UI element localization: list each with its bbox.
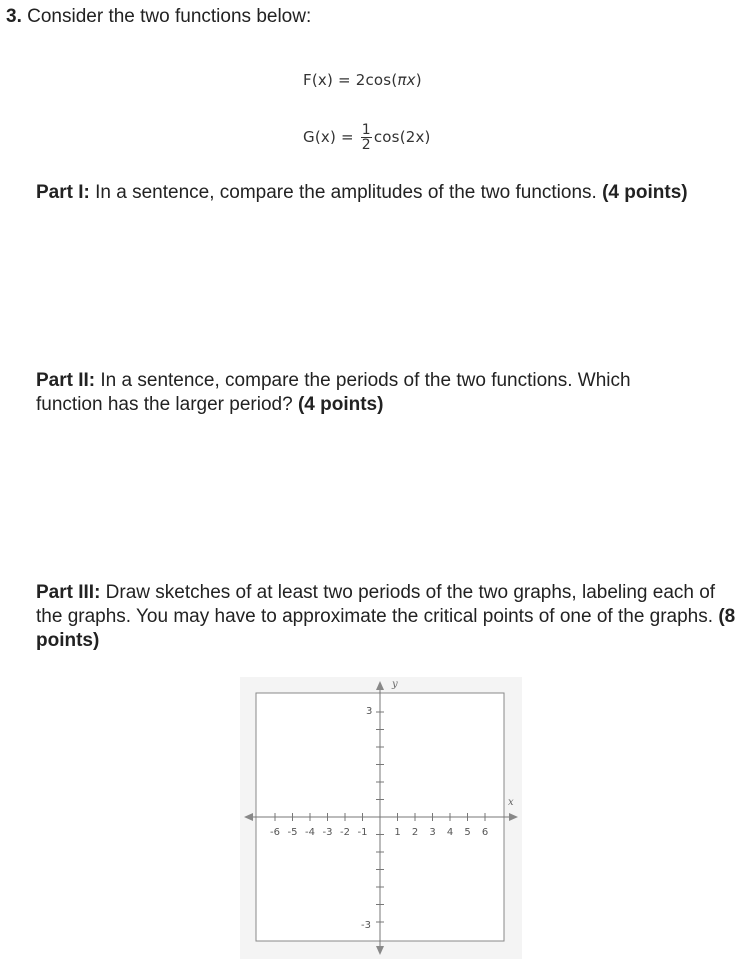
part-1-text: In a sentence, compare the amplitudes of the two functions. <box>89 182 603 203</box>
x-tick-label: 6 <box>481 827 489 838</box>
part-2 <box>36 369 676 417</box>
y-tick-label-top: 3 <box>366 706 373 717</box>
x-tick-label: 1 <box>394 827 401 838</box>
x-tick-label: -5 <box>287 827 298 838</box>
part-3-text: Draw sketches of at least two periods of the two graphs, labeling each of the graphs. You may have to approximate the critical points of one of the graphs. <box>36 582 719 627</box>
coordinate-grid-svg[interactable] <box>240 677 522 959</box>
formula-f-eq: = <box>337 71 351 89</box>
part-3-points: (8 points) <box>36 606 736 651</box>
formula-g-func: cos <box>373 128 400 146</box>
y-tick-label-bottom: -3 <box>361 920 371 931</box>
part-1-label: Part I: <box>36 182 90 203</box>
formula-f-coef: 2 <box>355 71 366 89</box>
x-tick-label: -1 <box>357 827 368 838</box>
formula-g-arg: (2x) <box>399 128 431 146</box>
x-tick-label: 4 <box>446 827 454 838</box>
part-3 <box>36 581 736 653</box>
x-tick-label: 5 <box>464 827 471 838</box>
formula-f-open: ( <box>391 71 398 89</box>
formula-g-numerator: 1 <box>361 122 371 138</box>
formula-f-lhs: F(x) <box>303 71 334 89</box>
part-2-points: (4 points) <box>297 394 384 415</box>
formula-f-func: cos <box>365 71 392 89</box>
part-2-label: Part II: <box>36 370 96 391</box>
x-tick-label: -6 <box>270 827 280 838</box>
x-tick-label: -4 <box>305 827 315 838</box>
formula-g-lhs: G(x) <box>303 128 337 146</box>
formula-g-eq: = <box>340 128 354 146</box>
formula-f-close: ) <box>415 71 422 89</box>
coordinate-grid[interactable] <box>240 677 522 959</box>
x-tick-label: 2 <box>411 827 419 838</box>
formula-f-arg: πx <box>397 71 416 89</box>
x-tick-label: -3 <box>322 827 333 838</box>
question-number: 3. <box>6 6 22 27</box>
question-header <box>6 6 311 28</box>
x-tick-label: 3 <box>429 827 436 838</box>
part-1 <box>36 181 736 205</box>
formula-g-fraction <box>361 123 372 152</box>
part-3-label: Part III: <box>36 582 101 603</box>
formula-g <box>303 123 431 152</box>
part-1-points: (4 points) <box>602 182 688 203</box>
x-axis-label: x <box>508 797 514 808</box>
formula-g-denominator: 2 <box>361 137 371 153</box>
question-prompt: Consider the two functions below: <box>27 6 312 27</box>
part-2-text: In a sentence, compare the periods of the two functions. Which function has the larger period? <box>36 370 631 415</box>
y-axis-label: y <box>392 679 398 690</box>
formula-f <box>303 71 422 89</box>
x-tick-label: -2 <box>340 827 350 838</box>
